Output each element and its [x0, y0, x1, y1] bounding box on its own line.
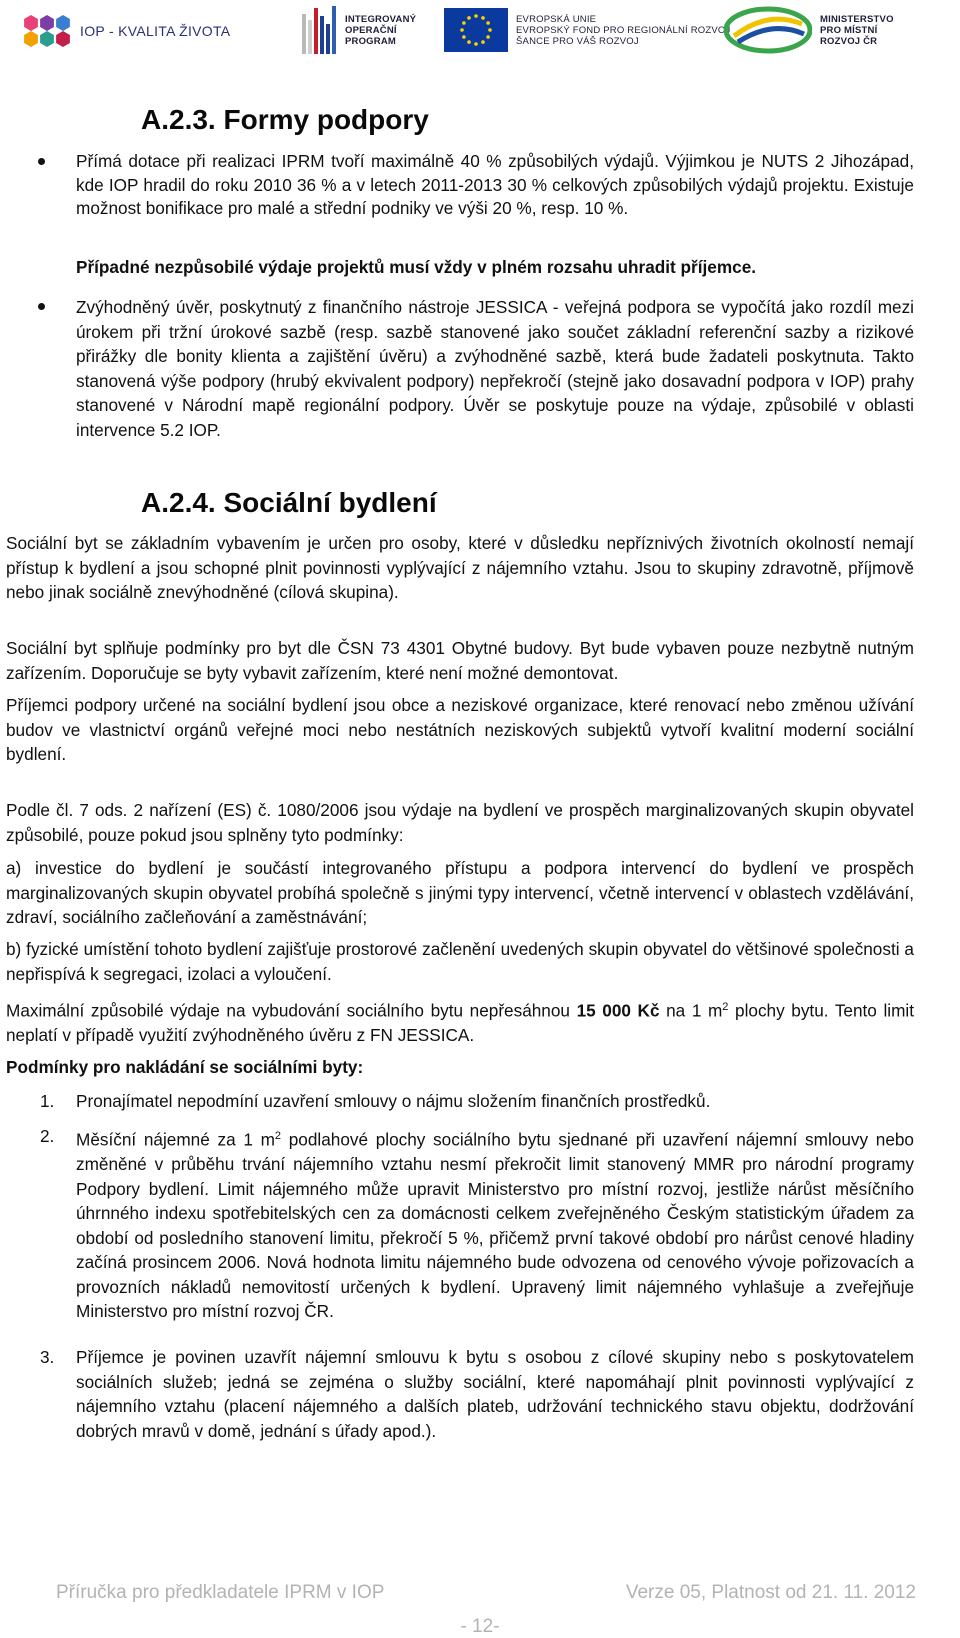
mmr-emblem-icon: [724, 6, 812, 54]
eu-line-3: ŠANCE PRO VÁŠ ROZVOJ: [516, 35, 639, 47]
list-number-1: 1.: [40, 1091, 55, 1111]
list-item-2-text-a: Měsíční nájemné za 1 m: [76, 1129, 275, 1150]
mmr-logo: [724, 6, 894, 54]
program-line-2: OPERAČNÍ: [345, 24, 397, 36]
a23-bullet-1-text: Přímá dotace při realizaci IPRM tvoří maximálně 40 % způsobilých výdajů. Výjimkou je NUTS 2 Jihozápad, kde IOP hradil do roku 2010 36 % a v letech 2011-2013 30 % celkových způsobilých výdajů projektu. Existuje možnost bonifikace pro malé a střední podniky ve výši 20 %, resp. 10 %.: [76, 151, 914, 218]
list-item-2: [76, 1124, 914, 1324]
eu-star: [462, 35, 466, 39]
eu-star: [474, 14, 478, 18]
a23-bullet-1-bold: Případné nezpůsobilé výdaje projektů musí vždy v plném rozsahu uhradit příjemce.: [76, 257, 757, 277]
section-a23-heading: A.2.3. Formy podpory: [141, 104, 429, 135]
header-logos: [0, 0, 960, 70]
eu-star: [467, 40, 471, 44]
iop-program-logo: [302, 6, 416, 54]
list-item-3: Příjemce je povinen uzavřít nájemní smlouvu k bytu s osobou z cílové skupiny nebo s poskytovatelem sociálních služeb; jedná se zejména o služby sociální, které napomáhají plnit povinnosti vyplývající z nájemního vztahu (placení nájemného a dalších plateb, udržování technického stavu objektu, dodržování dobrých mravů v domě, jednání s úřady apod.).: [76, 1347, 914, 1441]
a24-paragraph-5: a) investice do bydlení je součástí integrovaného přístupu a podpora intervencí do bydlení ve prospěch marginalizovaných skupin obyvatel probíhá společně s jinými typy intervencí, včetně intervencí v oblastech vzdělávání, zdraví, sociálního začleňování a zaměstnávání;: [6, 858, 914, 927]
iop-hexagon: [24, 15, 38, 31]
iop-hexagon: [56, 15, 70, 31]
program-line-3: PROGRAM: [345, 35, 397, 47]
a24-paragraph-2: Sociální byt splňuje podmínky pro byt dle ČSN 73 4301 Obytné budovy. Byt bude vybaven pouze nezbytně nutným zařízením. Doporučuje se byty vybavit zařízením, které není možné demontovat.: [6, 638, 914, 683]
conditions-heading: Podmínky pro nakládání se sociálními byty:: [6, 1057, 364, 1077]
mmr-line-1: MINISTERSTVO: [820, 13, 894, 25]
section-a24-heading: A.2.4. Sociální bydlení: [141, 487, 437, 518]
eu-star: [488, 28, 492, 32]
a24-paragraph-3: Příjemci podpory určené na sociální bydlení jsou obce a neziskové organizace, které renovací nebo změnou užívání budov ve vlastnictví orgánů veřejné moci nebo nestátních neziskových subjektů vytvoří kvalitní moderní sociální bydlení.: [6, 695, 914, 764]
iop-logo-title: IOP - KVALITA ŽIVOTA: [80, 23, 231, 39]
eu-star: [486, 35, 490, 39]
p7-superscript: 2: [722, 1001, 729, 1013]
max-cost-value: 15 000 Kč: [576, 1000, 660, 1021]
program-line-1: INTEGROVANÝ: [345, 13, 417, 25]
list-item-2-text-b: podlahové plochy sociálního bytu sjednané při uzavření nájemní smlouvy nebo změněné v průběhu trvání nájemního vztahu nesmí překročit limit stanovený MMR pro národní programy Podpory bydlení. Limit nájemného může upravit Ministerstvo pro místní rozvoj, jestliže nárůst měsíčního úhrnného indexu spotřebitelských cen za domácnosti celkem zveřejněného Českým statistickým úřadem za období od posledního stanovení limitu, překročí 5 %, přičemž první takové období pro nárůst cenové hladiny začíná prosincem 2006. Nová hodnota limitu nájemného bude odvozena od cenového vývoje pořizovacích a provozních nákladů nemovitostí určených k bydlení. Upravený limit nájemného vyhlašuje a zveřejňuje Ministerstvo pro místní rozvoj ČR.: [76, 1129, 914, 1322]
eu-star: [460, 28, 464, 32]
iop-logo: [22, 14, 230, 48]
mmr-line-3: ROZVOJ ČR: [820, 35, 878, 47]
iop-hexagon: [40, 31, 54, 47]
a24-paragraph-6: b) fyzické umístění tohoto bydlení zajišťuje prostorové začlenění uvedených skupin obyvatel do většinové společnosti a nepřispívá k segregaci, izolaci a vyloučení.: [6, 939, 914, 984]
eu-star: [481, 40, 485, 44]
eu-star: [467, 16, 471, 20]
page-number: - 12-: [460, 1616, 500, 1637]
eu-line-2: EVROPSKÝ FOND PRO REGIONÁLNÍ ROZVOJ: [516, 24, 731, 36]
a23-bullet-1: [76, 150, 914, 221]
eu-logo: [444, 8, 730, 52]
a23-bullet-2: Zvýhodněný úvěr, poskytnutý z finančního nástroje JESSICA - veřejná podpora se vypočítá jako rozdíl mezi úrokem při tržní úrokové sazbě (resp. sazbě stanovené jako součet základní referenční sazby a rizikové přirážky dle bonity klienta a zajištění úvěru) a zvýhodněné sazbě, která bude žadateli poskytnuta. Takto stanovená výše podpory (hrubý ekvivalent podpory) nepřekročí (stejně jako dosavadní podpora v IOP) prahy stanovené v Národní mapě regionální podpory. Úvěr se poskytuje pouze na výdaje, způsobilé v oblasti intervence 5.2 IOP.: [76, 297, 914, 440]
eu-star: [481, 16, 485, 20]
list-number-3: 3.: [40, 1347, 55, 1367]
a24-paragraph-7: [6, 995, 914, 1048]
eu-flag-icon: [444, 8, 508, 52]
eu-line-1: EVROPSKÁ UNIE: [516, 13, 597, 25]
footer-document-title: Příručka pro předkladatele IPRM v IOP: [56, 1582, 385, 1603]
list-item-1: Pronajímatel nepodmíní uzavření smlouvy o nájmu složením finančních prostředků.: [76, 1091, 711, 1111]
a24-paragraph-1: Sociální byt se základním vybavením je určen pro osoby, které v důsledku nepříznivých životních okolností nemají přístup k bydlení a jsou schopné plnit povinnosti vyplývající z nájemního vztahu. Jsou to skupiny zdravotně, příjmově nebo jinak sociálně znevýhodněné (cílová skupina).: [6, 533, 914, 602]
eu-star: [486, 21, 490, 25]
bullet-dot: [38, 158, 45, 165]
footer-version: Verze 05, Platnost od 21. 11. 2012: [625, 1582, 916, 1603]
iop-hexagon: [56, 31, 70, 47]
mmr-line-2: PRO MÍSTNÍ: [820, 24, 878, 36]
eu-star: [462, 21, 466, 25]
iop-hexagon-icon: [22, 14, 72, 48]
p7-text-c: plochy bytu. Tento limit neplatí v případě využití zvýhodněného úvěru z FN JESSICA.: [6, 1000, 914, 1046]
eu-star: [474, 42, 478, 46]
a24-paragraph-4: Podle čl. 7 ods. 2 nařízení (ES) č. 1080/2006 jsou výdaje na bydlení ve prospěch marginalizovaných skupin obyvatel způsobilé, pouze pokud jsou splněny tyto podmínky:: [6, 800, 914, 845]
program-bars-icon: [302, 6, 342, 54]
list-number-2: 2.: [40, 1126, 55, 1146]
p7-text-b: na 1 m: [659, 1000, 723, 1021]
iop-hexagon: [40, 15, 54, 31]
bullet-dot: [38, 303, 45, 310]
list-item-2-superscript: 2: [274, 1130, 282, 1142]
p7-text-a: Maximální způsobilé výdaje na vybudování sociálního bytu nepřesáhnou: [6, 1000, 577, 1021]
iop-hexagon: [24, 31, 38, 47]
